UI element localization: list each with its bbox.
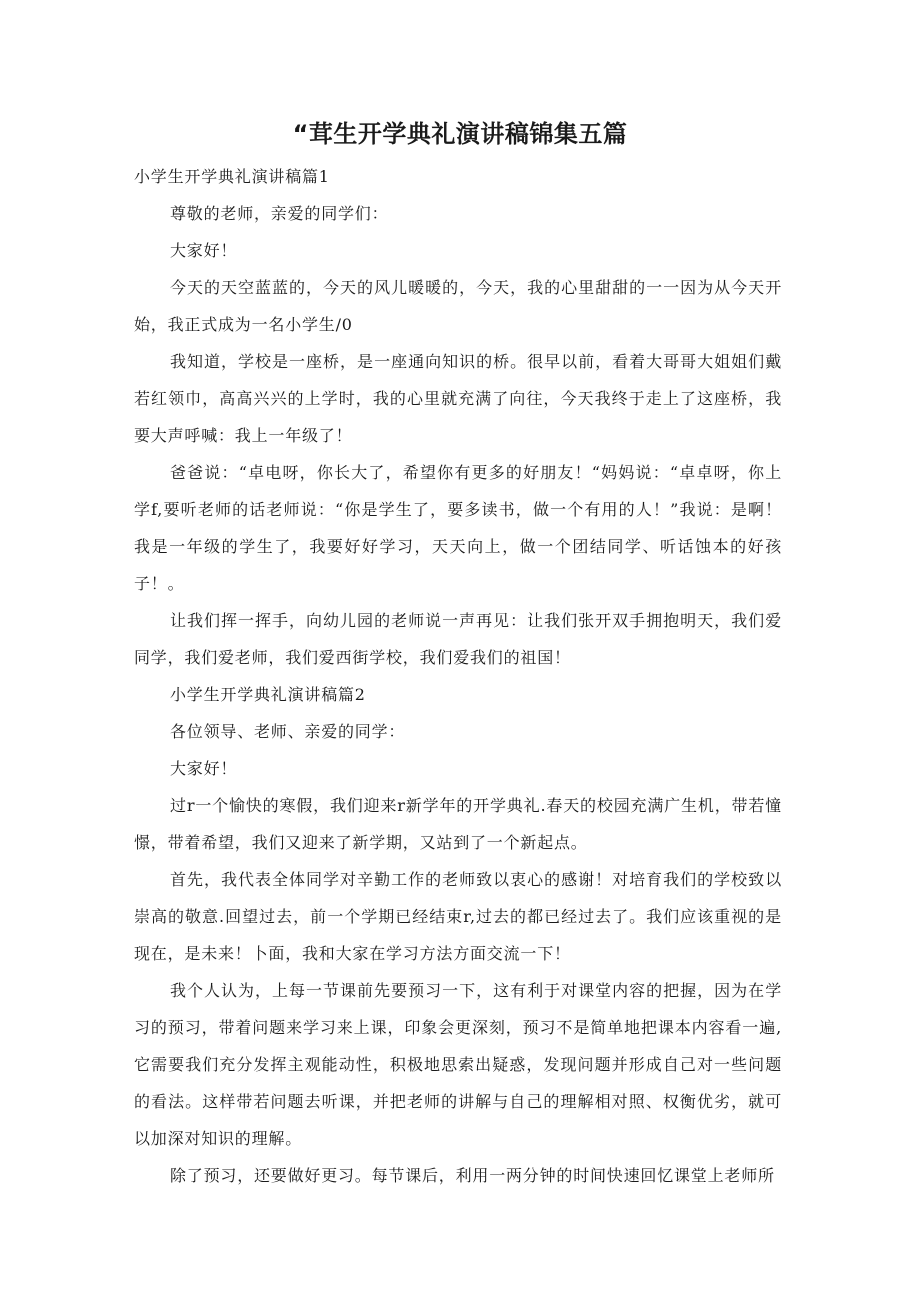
paragraph: 首先，我代表全体同学对辛勤工作的老师致以衷心的感谢！对培育我们的学校致以崇高的敬意.回望过去，前一个学期已经结束r,过去的都已经过去了。我们应该重视的是现在，是未来！卜面，我和大家在学习方法方面交流一下！ — [134, 870, 782, 963]
document-body — [134, 158, 782, 1194]
greeting: 大家好！ — [170, 759, 238, 778]
paragraph: 我个人认为，上每一节课前先要预习一下，这有利于对课堂内容的把握，因为在学习的预习，带着问题来学习来上课，印象会更深刻，预习不是简单地把课本内容看一遍,它需要我们充分发挥主观能动性，积极地思索出疑惑，发现问题并形成自己对一些问题的看法。这样带若问题去听课，并把老师的讲解与自己的理解相对照、权衡优劣，就可以加深对知识的理解。 — [134, 981, 782, 1148]
document-title: “茸生开学典礼演讲稿锦集五篇 — [292, 120, 628, 148]
paragraph: 过r一个愉快的寒假，我们迎来r新学年的开学典礼.春天的校园充满广生机，带若憧憬，带着希望，我们又迎来了新学期，又站到了一个新起点。 — [134, 796, 782, 852]
paragraph: 爸爸说：“卓电呀，你长大了，希望你有更多的好朋友！“妈妈说：“卓卓呀，你上学f,要听老师的话老师说：“你是学生了，要多读书，做一个有用的人！”我说：是啊！我是一年级的学生了，我要好好学习，天天向上，做一个团结同学、听话蚀本的好孩子！。 — [134, 463, 782, 593]
salutation: 各位领导、老师、亲爱的同学： — [170, 722, 406, 741]
section-heading: 小学生开学典礼演讲稿篇2 — [170, 685, 366, 704]
section-heading: 小学生开学典礼演讲稿篇1 — [134, 167, 330, 186]
greeting: 大家好！ — [170, 241, 238, 260]
paragraph: 今天的天空蓝蓝的，今天的风儿暖暖的，今天，我的心里甜甜的一一因为从今天开始，我正式成为一名小学生/0 — [134, 278, 782, 334]
paragraph: 让我们挥一挥手，向幼儿园的老师说一声再见：让我们张开双手拥抱明天，我们爱同学，我们爱老师，我们爱西街学校，我们爱我们的祖国！ — [134, 611, 782, 667]
salutation: 尊敬的老师，亲爱的同学们： — [170, 204, 389, 223]
paragraph: 我知道，学校是一座桥，是一座通向知识的桥。很早以前，看着大哥哥大姐姐们戴若红领巾，高高兴兴的上学时，我的心里就充满了向往，今天我终于走上了这座桥，我要大声呼喊：我上一年级了！ — [134, 352, 782, 445]
paragraph: 除了预习，还要做好更习。每节课后，利用一两分钟的时间快速回忆课堂上老师所 — [170, 1166, 775, 1185]
